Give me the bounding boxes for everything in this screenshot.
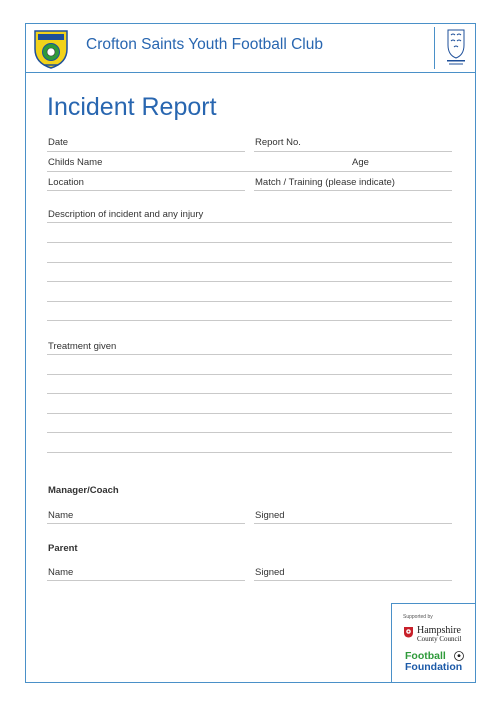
date-field[interactable] bbox=[47, 151, 245, 152]
treatment-label: Treatment given bbox=[48, 341, 117, 352]
match-training-field[interactable] bbox=[254, 190, 452, 191]
fa-crest-icon bbox=[434, 27, 469, 69]
childs-name-field[interactable] bbox=[47, 171, 452, 172]
description-line[interactable] bbox=[47, 242, 452, 243]
hampshire-rose-icon bbox=[403, 626, 414, 638]
manager-name-field[interactable] bbox=[47, 523, 245, 524]
description-line[interactable] bbox=[47, 320, 452, 321]
football-logo-text: Football bbox=[405, 650, 446, 662]
match-training-label: Match / Training (please indicate) bbox=[255, 177, 395, 188]
treatment-line[interactable] bbox=[47, 374, 452, 375]
parent-name-field[interactable] bbox=[47, 580, 245, 581]
description-line[interactable] bbox=[47, 222, 452, 223]
parent-name-label: Name bbox=[48, 567, 74, 578]
childs-name-label: Childs Name bbox=[48, 157, 103, 168]
treatment-line[interactable] bbox=[47, 413, 452, 414]
treatment-line[interactable] bbox=[47, 452, 452, 453]
age-label: Age bbox=[352, 157, 369, 168]
manager-signed-label: Signed bbox=[255, 510, 285, 521]
header-bar bbox=[25, 23, 476, 73]
club-name: Crofton Saints Youth Football Club bbox=[86, 36, 323, 53]
description-line[interactable] bbox=[47, 301, 452, 302]
club-crest-icon bbox=[32, 27, 70, 69]
treatment-line[interactable] bbox=[47, 393, 452, 394]
date-label: Date bbox=[48, 137, 69, 148]
parent-signed-label: Signed bbox=[255, 567, 285, 578]
report-no-label: Report No. bbox=[255, 137, 301, 148]
sponsor-box bbox=[391, 603, 476, 683]
description-label: Description of incident and any injury bbox=[48, 209, 204, 220]
parent-signed-field[interactable] bbox=[254, 580, 452, 581]
page-frame bbox=[25, 23, 476, 683]
hampshire-logo-text: Hampshire bbox=[417, 625, 461, 636]
foundation-logo-text: Foundation bbox=[405, 661, 463, 673]
manager-signed-field[interactable] bbox=[254, 523, 452, 524]
manager-heading: Manager/Coach bbox=[48, 485, 119, 496]
page-title: Incident Report bbox=[47, 93, 217, 121]
football-icon bbox=[454, 651, 464, 661]
treatment-line[interactable] bbox=[47, 354, 452, 355]
treatment-line[interactable] bbox=[47, 432, 452, 433]
parent-heading: Parent bbox=[48, 543, 78, 554]
description-line[interactable] bbox=[47, 262, 452, 263]
county-council-logo-text: County Council bbox=[417, 635, 462, 643]
description-line[interactable] bbox=[47, 281, 452, 282]
location-label: Location bbox=[48, 177, 84, 188]
manager-name-label: Name bbox=[48, 510, 74, 521]
location-field[interactable] bbox=[47, 190, 245, 191]
supported-by-label: Supported by bbox=[403, 614, 433, 620]
report-no-field[interactable] bbox=[254, 151, 452, 152]
